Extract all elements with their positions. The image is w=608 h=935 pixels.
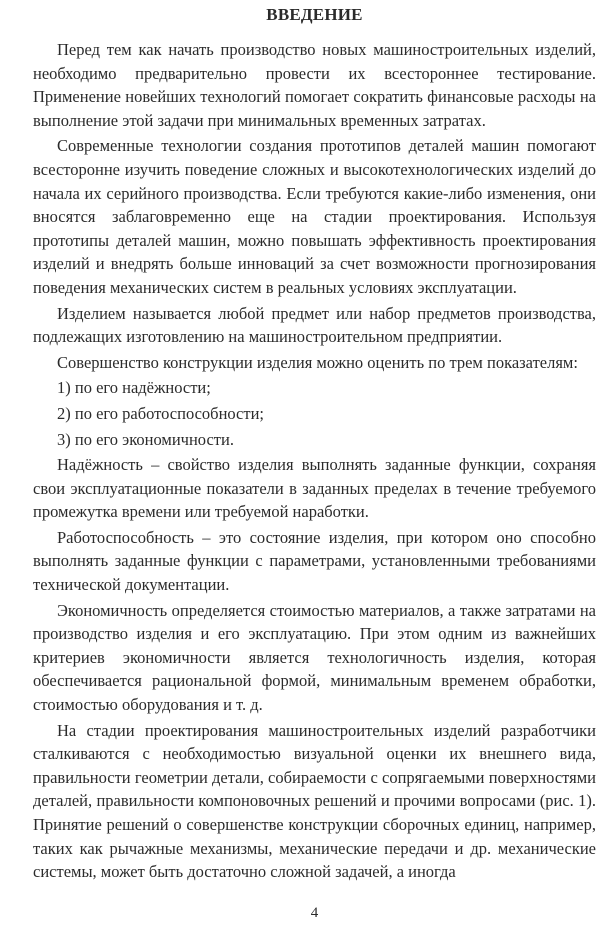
paragraph-design-stage: На стадии проектирования машиностроительных изделий разработчики сталкиваются с необходимостью визуальной оценки их внешнего вида, правильности геометрии детали, собираемости с сопрягаемыми поверхностями деталей, правильности компоновочных решений и прочими вопросами (рис. 1). Принятие решений о совершенстве конструкции сборочных единиц, например, таких как рычажные механизмы, механические передачи и др. механические системы, может быть достаточно сложной задачей, а иногда xyxy=(33,720,596,882)
paragraph-operability: Работоспособность – это состояние изделия, при котором оно способно выполнять заданные функции с параметрами, установленными требованиями технической документации. xyxy=(33,527,596,595)
paragraph-reliability: Надёжность – свойство изделия выполнять заданные функции, сохраняя свои эксплуатационные показатели в заданных пределах в течение требуемого промежутка времени или требуемой наработки. xyxy=(33,455,596,522)
document-page xyxy=(33,0,596,935)
page-title: ВВЕДЕНИЕ xyxy=(266,5,363,24)
paragraph-intro: Перед тем как начать производство новых машиностроительных изделий, необходимо предварительно провести их всестороннее тестирование. Применение новейших технологий помогает сократить финансовые расходы на выполнение этой задачи при минимальных временных затратах. xyxy=(33,40,596,130)
list-item-economy: 3) по его экономичности. xyxy=(57,429,234,449)
paragraph-economy: Экономичность определяется стоимостью материалов, а также затратами на производство изделия и его эксплуатацию. При этом одним из важнейших критериев экономичности является технологичность изделия, которая обеспечивается рациональной формой, минимальным временем обработки, стоимостью оборудования и т. д. xyxy=(33,600,596,715)
paragraph-prototypes: Современные технологии создания прототипов деталей машин помогают всесторонне изучить поведение сложных и высокотехнологических изделий до начала их серийного производства. Если требуются какие-либо изменения, они вносятся заблаговременно еще на стадии проектирования. Используя прототипы деталей машин, можно повышать эффективность проектирования изделий и внедрять больше инноваций за счет возможности прогнозирования поведения механических систем в реальных условиях эксплуатации. xyxy=(33,136,596,297)
paragraph-product-definition: Изделием называется любой предмет или набор предметов производства, подлежащих изготовлению на машиностроительном предприятии. xyxy=(33,303,596,347)
list-item-operability: 2) по его работоспособности; xyxy=(57,403,265,423)
page-number: 4 xyxy=(310,905,319,921)
paragraph-indicators: Совершенство конструкции изделия можно оценить по трем показателям: xyxy=(57,352,578,372)
list-item-reliability: 1) по его надёжности; xyxy=(57,378,211,398)
body-text xyxy=(33,38,596,884)
